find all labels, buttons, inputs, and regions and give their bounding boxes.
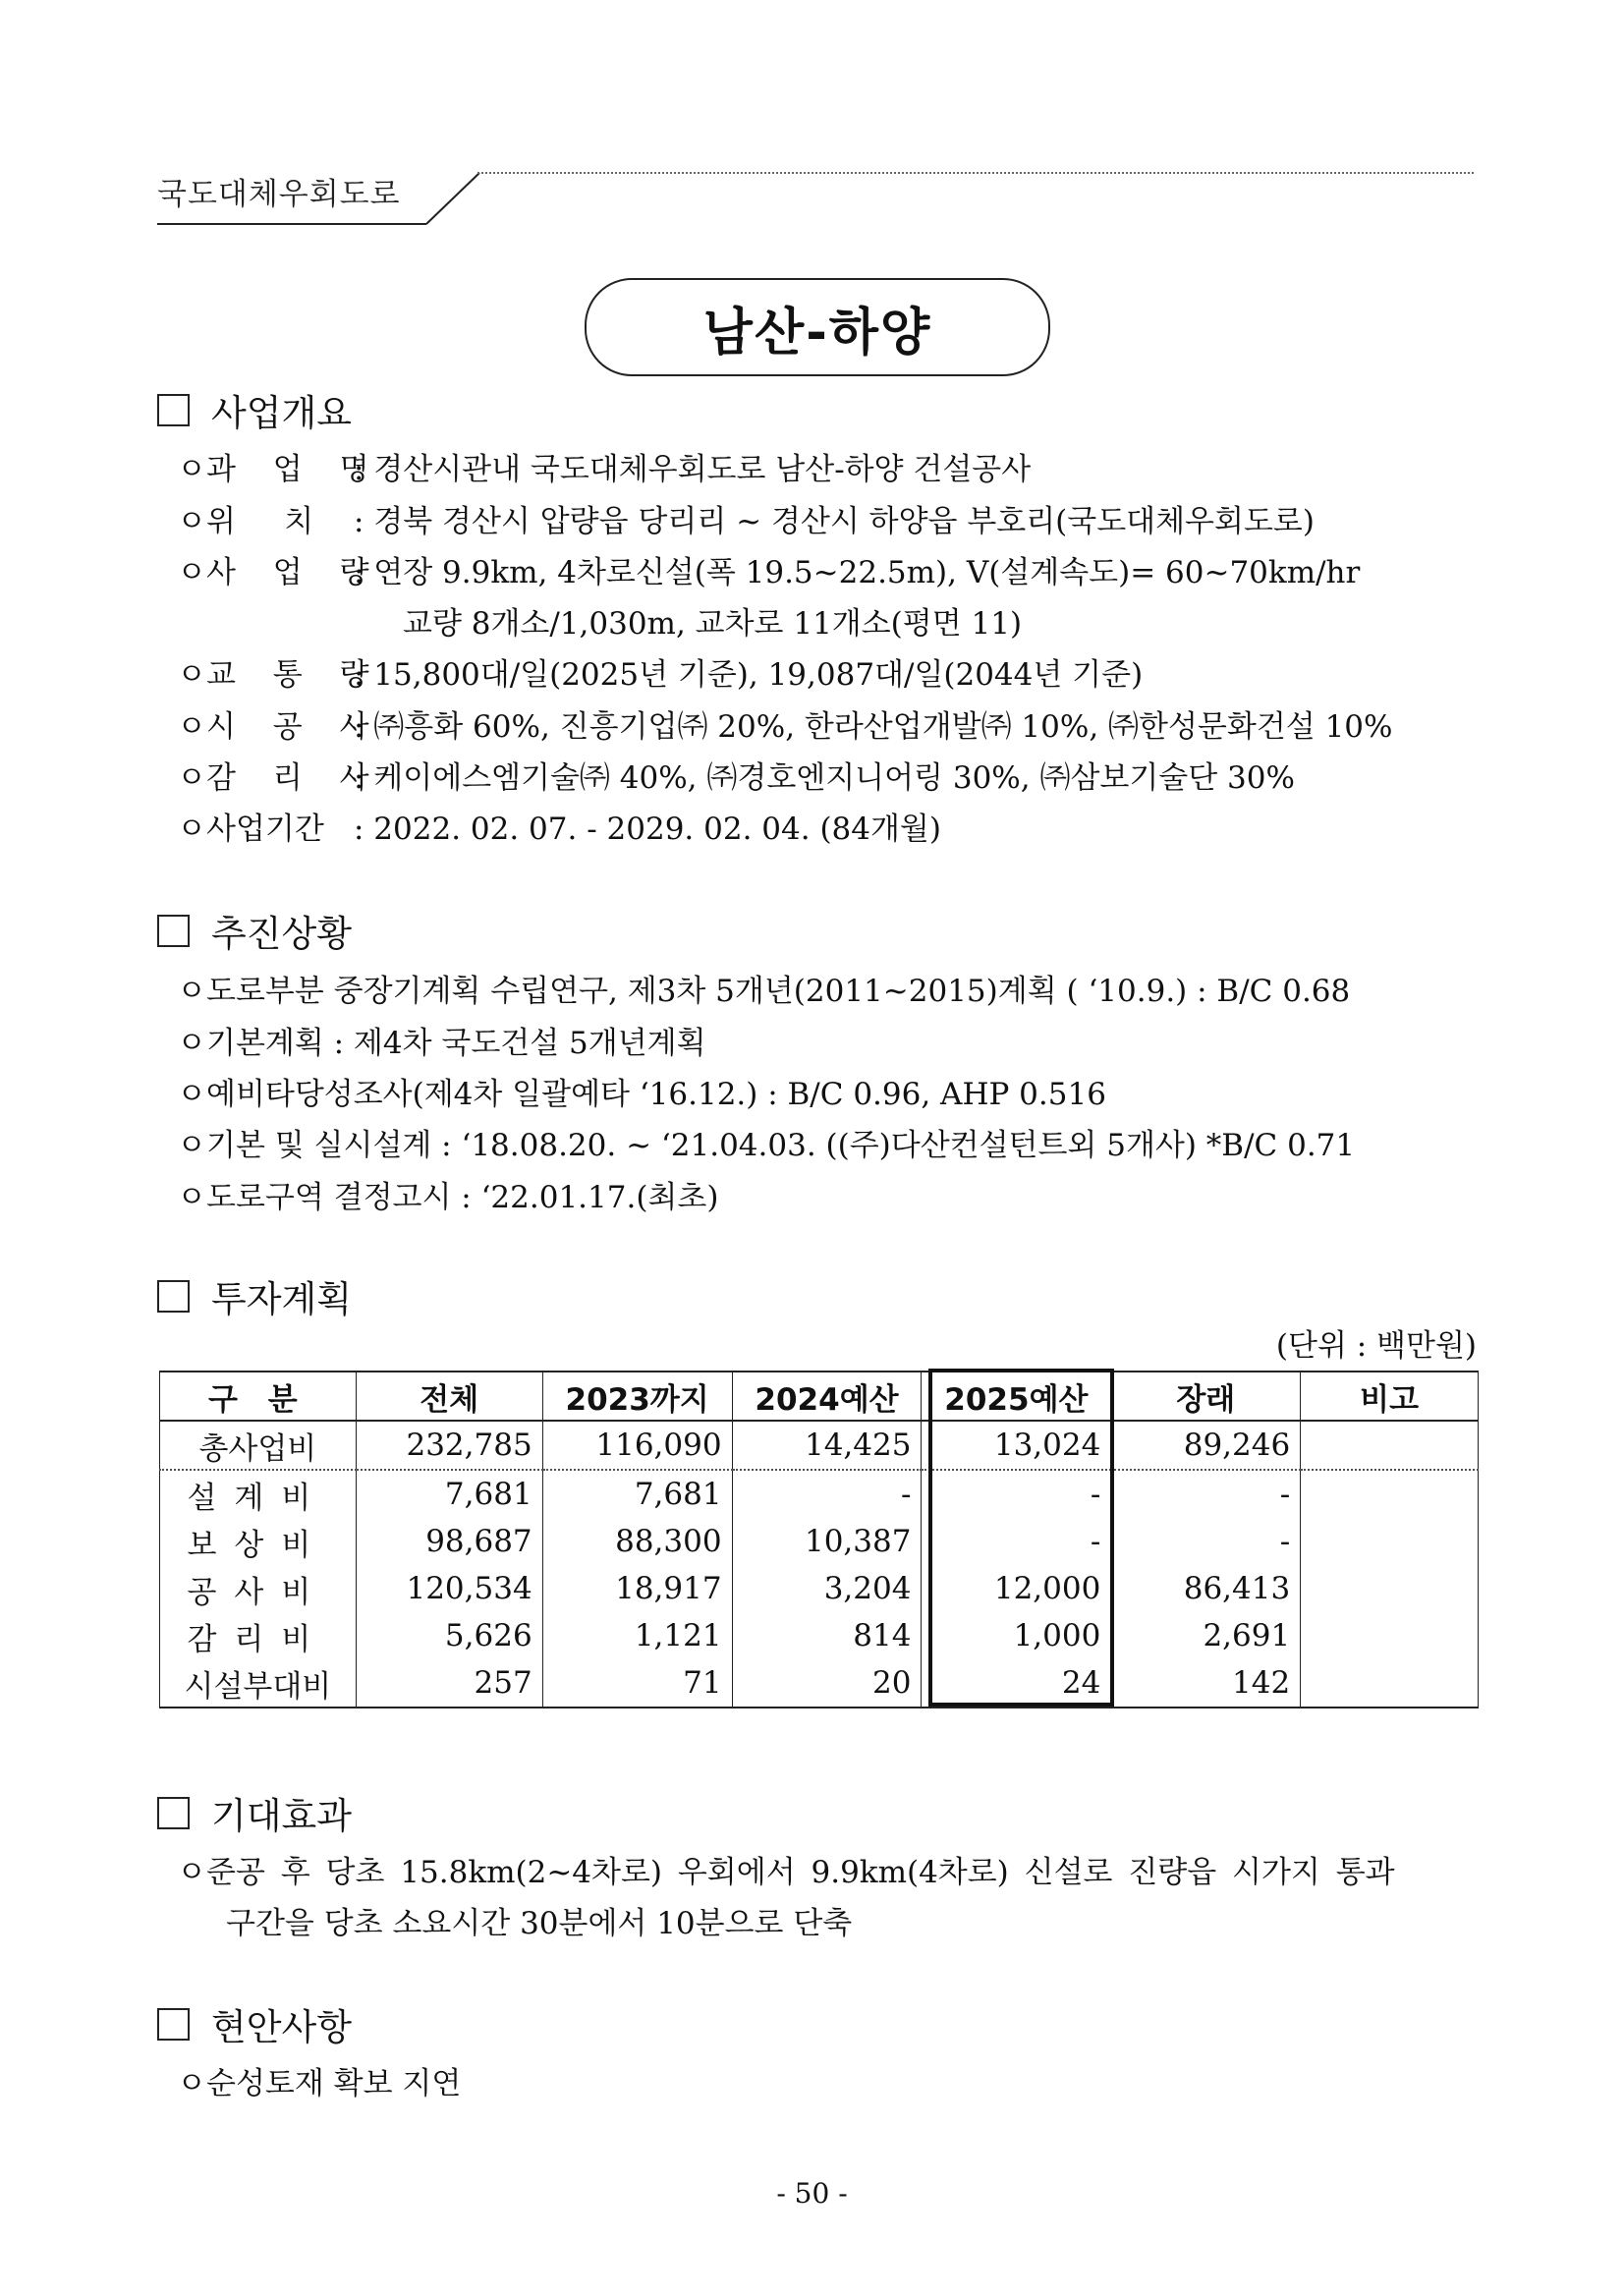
- progress-text: 기본 및 실시설계 : ‘18.08.20. ~ ‘21.04.03. ((주)다산컨설턴트외 5개사) *B/C 0.71: [206, 1128, 1356, 1163]
- progress-text: 도로부분 중장기계획 수립연구, 제3차 5개년(2011~2015)계획 ( ‘10.9.) : B/C 0.68: [206, 974, 1351, 1009]
- table-cell: 7,681: [356, 1470, 542, 1518]
- page-title: [585, 278, 1050, 376]
- section-investment-heading: [157, 1269, 352, 1322]
- header-underline: [157, 223, 426, 225]
- overview-text: : 케이에스엠기술㈜ 40%, ㈜경호엔지니어링 30%, ㈜삼보기술단 30%: [354, 760, 1295, 796]
- column-header: 전체: [356, 1372, 542, 1421]
- table-row: [160, 1612, 1479, 1659]
- circle-bullet-icon: ㅇ: [177, 1026, 206, 1061]
- row-label: 총사업비: [160, 1421, 357, 1470]
- table-cell: -: [1111, 1518, 1301, 1565]
- overview-label: 감 리 사: [206, 760, 383, 796]
- section-heading-text: 현안사항: [211, 2006, 352, 2048]
- table-cell: -: [732, 1470, 922, 1518]
- circle-bullet-icon: ㅇ: [177, 812, 206, 847]
- table-cell: 71: [542, 1659, 732, 1708]
- overview-item: [177, 444, 1031, 488]
- progress-item: [177, 1172, 718, 1216]
- column-header: 비고: [1301, 1372, 1479, 1421]
- square-bullet-icon: [157, 2008, 190, 2041]
- row-label: 공사비: [160, 1565, 357, 1612]
- table-cell: 232,785: [356, 1421, 542, 1470]
- section-progress-heading: [157, 904, 352, 957]
- circle-bullet-icon: ㅇ: [177, 1128, 206, 1163]
- column-header: 2024예산: [732, 1372, 922, 1421]
- row-label: 보상비: [160, 1518, 357, 1565]
- issues-item: [177, 2058, 461, 2102]
- circle-bullet-icon: ㅇ: [177, 657, 206, 693]
- progress-text: 도로구역 결정고시 : ‘22.01.17.(최초): [206, 1180, 719, 1215]
- table-cell: 12,000: [922, 1565, 1111, 1612]
- overview-label: 사 업 량: [206, 555, 383, 590]
- table-cell: 20: [732, 1659, 922, 1708]
- table-cell: 1,000: [922, 1612, 1111, 1659]
- table-cell: 257: [356, 1659, 542, 1708]
- table-cell: -: [922, 1470, 1111, 1518]
- table-cell: 1,121: [542, 1612, 732, 1659]
- table-row: [160, 1565, 1479, 1612]
- table-row: [160, 1421, 1479, 1470]
- table-cell: [1301, 1470, 1479, 1518]
- circle-bullet-icon: ㅇ: [177, 504, 206, 539]
- column-header: 구 분: [160, 1372, 357, 1421]
- table-row: [160, 1659, 1479, 1708]
- overview-item: [177, 496, 1315, 540]
- square-bullet-icon: [157, 394, 190, 426]
- overview-item: [177, 753, 1295, 797]
- table-cell: 7,681: [542, 1470, 732, 1518]
- table-cell: 14,425: [732, 1421, 922, 1470]
- page-number: - 50 -: [776, 2177, 848, 2210]
- circle-bullet-icon: ㅇ: [177, 2066, 206, 2101]
- overview-label: 교 통 량: [206, 657, 383, 693]
- table-cell: 98,687: [356, 1518, 542, 1565]
- table-cell: 2,691: [1111, 1612, 1301, 1659]
- progress-item: [177, 1069, 1106, 1113]
- overview-text: 교량 8개소/1,030m, 교차로 11개소(평면 11): [403, 606, 1023, 642]
- overview-label: 과 업 명: [206, 452, 383, 487]
- overview-item: [177, 547, 1360, 591]
- table-cell: 3,204: [732, 1565, 922, 1612]
- circle-bullet-icon: ㅇ: [177, 1855, 206, 1890]
- table-cell: 18,917: [542, 1565, 732, 1612]
- circle-bullet-icon: ㅇ: [177, 1077, 206, 1112]
- overview-item: [177, 804, 941, 848]
- section-heading-text: 사업개요: [211, 392, 352, 434]
- overview-item: [177, 701, 1392, 746]
- table-cell: 13,024: [922, 1421, 1111, 1470]
- overview-text: : ㈜흥화 60%, 진흥기업㈜ 20%, 한라산업개발㈜ 10%, ㈜한성문화건설 10%: [354, 709, 1393, 745]
- column-header: 2025예산: [922, 1372, 1111, 1421]
- square-bullet-icon: [157, 1797, 190, 1829]
- row-label: 시설부대비: [160, 1659, 357, 1708]
- table-cell: 88,300: [542, 1518, 732, 1565]
- table-cell: -: [922, 1518, 1111, 1565]
- table-cell: [1301, 1659, 1479, 1708]
- effect-item: [177, 1847, 1395, 1891]
- table-cell: [1301, 1421, 1479, 1470]
- progress-text: 예비타당성조사(제4차 일괄예타 ‘16.12.) : B/C 0.96, AHP 0.516: [206, 1077, 1106, 1112]
- table-cell: [1301, 1612, 1479, 1659]
- section-effect-heading: [157, 1786, 352, 1839]
- table-cell: -: [1111, 1470, 1301, 1518]
- circle-bullet-icon: ㅇ: [177, 974, 206, 1009]
- table-cell: 142: [1111, 1659, 1301, 1708]
- effect-text: 구간을 당초 소요시간 30분에서 10분으로 단축: [226, 1906, 853, 1941]
- overview-text: : 15,800대/일(2025년 기준), 19,087대/일(2044년 기준): [354, 657, 1144, 693]
- header-category: 국도대체우회도로: [157, 177, 401, 212]
- header-diagonal: [417, 171, 481, 226]
- progress-item: [177, 966, 1350, 1010]
- column-header: 장래: [1111, 1372, 1301, 1421]
- table-cell: [1301, 1565, 1479, 1612]
- effect-item-continuation: [226, 1898, 852, 1942]
- highlight-2025-budget-column: [928, 1369, 1114, 1707]
- table-row: [160, 1470, 1479, 1518]
- progress-item: [177, 1120, 1355, 1164]
- table-cell: 120,534: [356, 1565, 542, 1612]
- progress-item: [177, 1018, 706, 1062]
- overview-item-continuation: [403, 598, 1022, 643]
- square-bullet-icon: [157, 1280, 190, 1313]
- table-cell: 116,090: [542, 1421, 732, 1470]
- investment-table: [159, 1371, 1479, 1708]
- column-header: 2023까지: [542, 1372, 732, 1421]
- section-heading-text: 투자계획: [211, 1278, 352, 1320]
- page-title-text: 남산-하양: [702, 303, 932, 363]
- table-cell: 86,413: [1111, 1565, 1301, 1612]
- header-dotted-rule: [477, 172, 1474, 174]
- circle-bullet-icon: ㅇ: [177, 709, 206, 745]
- row-label: 설계비: [160, 1470, 357, 1518]
- issues-text: 순성토재 확보 지연: [206, 2066, 462, 2101]
- progress-text: 기본계획 : 제4차 국도건설 5개년계획: [206, 1026, 706, 1061]
- overview-label: 시 공 사: [206, 709, 383, 745]
- row-label: 감리비: [160, 1612, 357, 1659]
- table-header-row: [160, 1372, 1479, 1421]
- circle-bullet-icon: ㅇ: [177, 452, 206, 487]
- section-heading-text: 추진상황: [211, 913, 352, 955]
- circle-bullet-icon: ㅇ: [177, 555, 206, 590]
- table-cell: 10,387: [732, 1518, 922, 1565]
- circle-bullet-icon: ㅇ: [177, 1180, 206, 1215]
- circle-bullet-icon: ㅇ: [177, 760, 206, 796]
- overview-label: 위 치: [206, 504, 314, 539]
- section-heading-text: 기대효과: [211, 1795, 352, 1837]
- section-issues-heading: [157, 1997, 352, 2050]
- table-cell: 24: [922, 1659, 1111, 1708]
- overview-text: : 연장 9.9km, 4차로신설(폭 19.5~22.5m), V(설계속도)= 60~70km/hr: [354, 555, 1361, 590]
- square-bullet-icon: [157, 915, 190, 947]
- table-cell: [1301, 1518, 1479, 1565]
- effect-text: 준공 후 당초 15.8km(2~4차로) 우회에서 9.9km(4차로) 신설로 진량읍 시가지 통과: [206, 1855, 1395, 1890]
- table-unit-note: (단위 : 백만원): [1275, 1328, 1477, 1364]
- section-overview-heading: [157, 383, 352, 436]
- table-cell: 814: [732, 1612, 922, 1659]
- overview-label: 사업기간: [206, 812, 324, 847]
- overview-text: : 경북 경산시 압량읍 당리리 ~ 경산시 하양읍 부호리(국도대체우회도로): [354, 504, 1315, 539]
- table-row: [160, 1518, 1479, 1565]
- table-cell: 89,246: [1111, 1421, 1301, 1470]
- overview-item: [177, 649, 1143, 694]
- overview-text: : 경산시관내 국도대체우회도로 남산-하양 건설공사: [354, 452, 1032, 487]
- table-cell: 5,626: [356, 1612, 542, 1659]
- overview-text: : 2022. 02. 07. - 2029. 02. 04. (84개월): [354, 812, 941, 847]
